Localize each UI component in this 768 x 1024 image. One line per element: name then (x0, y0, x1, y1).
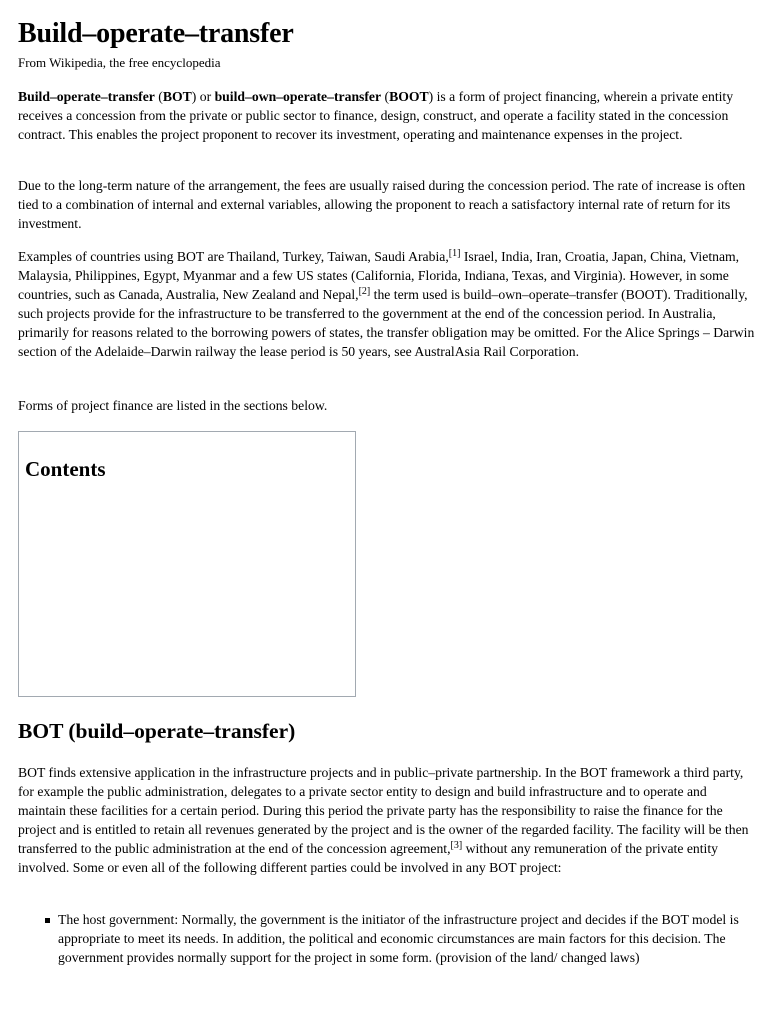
citation-link-1[interactable]: [1] (448, 248, 461, 259)
bold-term-boot: BOOT (389, 89, 429, 104)
text-run: Examples of countries using BOT are Thailand, Turkey, Taiwan, Saudi Arabia, (18, 249, 449, 264)
bold-term-bot-full: Build–operate–transfer (18, 89, 155, 104)
text-run: ) or (191, 89, 215, 104)
citation-link-3[interactable]: [3] (450, 839, 463, 851)
text-run: ( (154, 89, 163, 104)
page-title: Build–operate–transfer (18, 18, 294, 49)
list-item: The host government: Normally, the government is the initiator of the infrastructure project and decides if the BOT model is appropriate to meet its needs. In addition, the political and economic circumstances are main factors for this decision. The government provides normally support for the project in some form. (provision of the land/ changed laws) (18, 910, 758, 967)
citation-link-2[interactable]: [2] (358, 285, 371, 297)
parties-list (18, 910, 758, 967)
intro-paragraph-1 (18, 88, 758, 145)
intro-paragraph-4: Forms of project finance are listed in the sections below. (18, 398, 328, 413)
toc-title: Contents (25, 457, 106, 481)
text-run: without any remuneration of the private entity involved. Some or even all of the following different parties could be involved in any BOT project: (18, 840, 719, 875)
intro-paragraph-2: Due to the long-term nature of the arrangement, the fees are usually raised during the concession period. The rate of increase is often tied to a combination of internal and external variables, allowing the proponent to reach a satisfactory internal rate of return for its investment. (18, 178, 746, 231)
section-heading-bot: BOT (build–operate–transfer) (18, 719, 296, 743)
bold-term-boot-full: build–own–operate–transfer (214, 89, 382, 104)
table-of-contents (18, 431, 356, 697)
text-run: ( (381, 89, 390, 104)
intro-paragraph-3 (18, 248, 758, 361)
site-subtitle: From Wikipedia, the free encyclopedia (18, 55, 221, 70)
section-bot-paragraph (18, 764, 758, 877)
text-run: BOT finds extensive application in the infrastructure projects and in public–private partnership. In the BOT framework a third party, for example the public administration, delegates to a private sector entity to design and build infrastructure and to operate and maintain these facilities for a certain period. During this period the private party has the responsibility to raise the finance for the project and is entitled to retain all revenues generated by the project and is the owner of the regarded facility. The facility will be then transferred to the public administration at the end of the concession agreement, (18, 765, 749, 856)
text-run: ) is a form of project financing, wherein a private entity receives a concession from the private or public sector to finance, design, construct, and operate a facility stated in the concession contract. This enables the project proponent to recover its investment, operating and maintenance expenses in the project. (18, 89, 734, 142)
text-run: Israel, India, Iran, Croatia, Japan, China, Vietnam, Malaysia, Philippines, Egypt, Myanmar and a few US states (California, Florida, Indiana, Texas, and Virginia). However, in some countries, such as Canada, Australia, New Zealand and Nepal, (18, 249, 740, 302)
bold-term-bot: BOT (162, 89, 192, 104)
text-run: the term used is build–own–operate–transfer (BOOT). Traditionally, such projects provide for the infrastructure to be transferred to the government at the end of the concession period. In Australia, primarily for reasons related to the borrowing powers of states, the transfer obligation may be omitted. For the Alice Springs – Darwin section of the Adelaide–Darwin railway the lease period is 50 years, see AustralAsia Rail Corporation. (18, 286, 755, 359)
